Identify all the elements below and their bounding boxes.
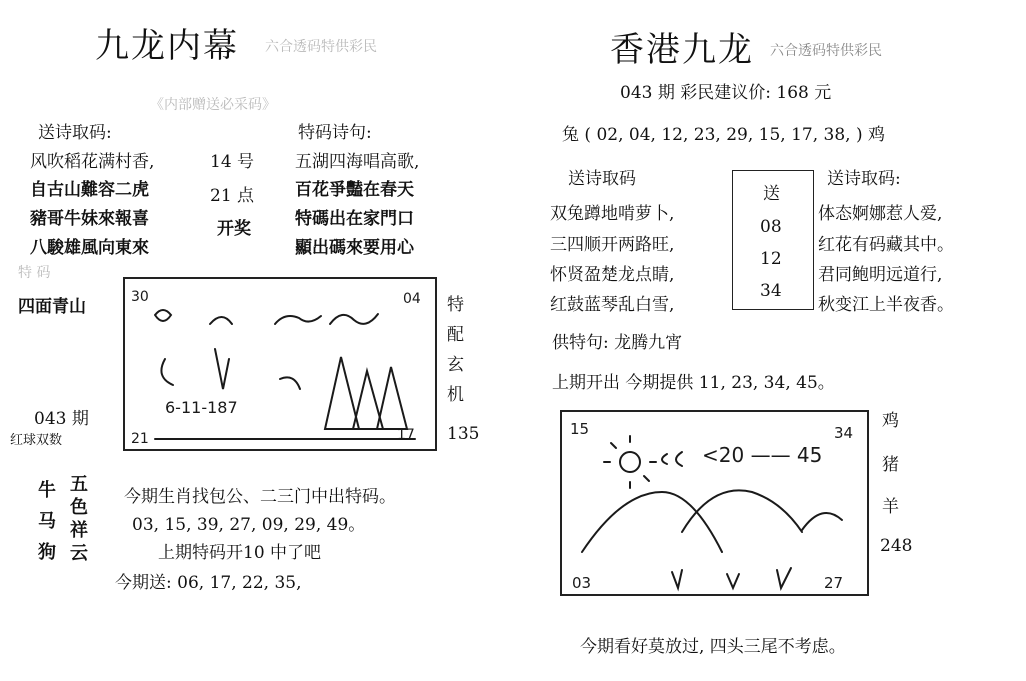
right-title: 香港九龙 — [610, 30, 754, 70]
side-char: 特 — [447, 295, 464, 315]
right-title-note: 六合透码特供彩民 — [770, 43, 882, 59]
five-color-char: 云 — [70, 543, 88, 564]
right-poem-header: 送诗取码 — [568, 169, 636, 189]
send-box-number: 08 — [760, 217, 782, 237]
rabbit-line: 兔 ( 02, 04, 12, 23, 29, 15, 17, 38, ) 鸡 — [562, 125, 885, 145]
sketch-num-top-left: 30 — [131, 289, 149, 305]
side-char: 配 — [447, 325, 464, 345]
left-title-note: 六合透码特供彩民 — [265, 39, 377, 55]
right-sketch-box — [560, 410, 869, 596]
price-line: 043 期 彩民建议价: 168 元 — [620, 83, 832, 103]
hint-line: 今期生肖找包公、二三门中出特码。 — [124, 487, 396, 507]
provide-line: 上期开出 今期提供 11, 23, 34, 45。 — [552, 373, 835, 393]
sketch-mid-text: <20 —— 45 — [702, 443, 823, 467]
right-panel — [520, 0, 1026, 681]
sketch-num-top-right: 04 — [403, 291, 421, 307]
sketch-num-bottom-left: 21 — [131, 431, 149, 447]
left-poem-line: 自古山難容二虎 — [30, 180, 149, 200]
left-sketch-drawing — [125, 279, 435, 449]
issue-note: 红球双数 — [10, 433, 63, 448]
numbers-line: 03, 15, 39, 27, 09, 29, 49。 — [132, 515, 366, 535]
sketch-num-bottom-right: 27 — [824, 574, 844, 592]
left-poem-line: 八駿雄風向東來 — [30, 238, 149, 258]
sketch-num-bottom-left: 03 — [572, 574, 592, 592]
zodiac: 狗 — [38, 542, 56, 563]
left-te-header: 特码诗句: — [298, 123, 372, 143]
side-animal: 羊 — [882, 497, 899, 517]
last-issue-line: 上期特码开10 中了吧 — [158, 543, 322, 563]
send-box-label: 送 — [763, 184, 780, 204]
right-sketch-drawing — [562, 412, 867, 594]
left-verse-line: 百花爭豔在春天 — [295, 180, 414, 200]
five-color-char: 五 — [70, 474, 88, 495]
right-verse-line: 君同鲍明远道行, — [818, 265, 943, 285]
side-number: 135 — [447, 424, 480, 444]
right-verse-line: 秋变江上半夜香。 — [818, 295, 954, 315]
left-poem-line: 豬哥牛妹來報喜 — [30, 209, 149, 229]
left-subtitle: 《内部赠送必采码》 — [150, 97, 276, 113]
left-verse-line: 五湖四海唱高歌, — [295, 152, 420, 172]
left-verse-line: 特碼出在家門口 — [295, 209, 414, 229]
left-sketch-box — [123, 277, 437, 451]
five-color-char: 祥 — [70, 520, 88, 541]
te-code-label: 特 码 — [18, 265, 51, 281]
send-box — [732, 170, 814, 310]
right-verse-line: 体态婀娜惹人爱, — [818, 204, 943, 224]
zodiac: 马 — [38, 511, 56, 532]
four-hills-label: 四面青山 — [18, 297, 86, 317]
draw-time: 21 点 — [210, 186, 255, 206]
left-poem-header: 送诗取码: — [38, 123, 112, 143]
sketch-num-top-right: 34 — [834, 424, 854, 442]
side-animal: 猪 — [882, 455, 899, 475]
side-char: 机 — [447, 385, 464, 405]
side-char: 玄 — [447, 355, 464, 375]
footer-line: 今期看好莫放过, 四头三尾不考虑。 — [580, 637, 846, 657]
issue-label: 043 期 — [34, 409, 89, 429]
right-verse-line: 红花有码藏其中。 — [818, 235, 954, 255]
left-title: 九龙内幕 — [95, 26, 239, 66]
send-box-number: 34 — [760, 281, 782, 301]
te-phrase-line: 供特句: 龙腾九宵 — [552, 333, 683, 353]
draw-label: 开奖 — [217, 219, 251, 239]
sketch-mid-text: 6-11-187 — [165, 398, 238, 417]
zodiac: 牛 — [38, 480, 56, 501]
sketch-num-bottom-right: 17 — [397, 427, 415, 443]
five-color-char: 色 — [70, 497, 88, 518]
right-poem-line: 红鼓蓝琴乱白雪, — [550, 295, 675, 315]
left-panel — [0, 0, 500, 681]
left-verse-line: 顯出碼來要用心 — [295, 238, 414, 258]
send-line: 今期送: 06, 17, 22, 35, — [115, 573, 302, 593]
side-number: 248 — [880, 536, 913, 556]
right-poem-line: 怀贤盈楚龙点睛, — [550, 265, 675, 285]
send-box-number: 12 — [760, 249, 782, 269]
draw-number: 14 号 — [210, 152, 255, 172]
sketch-num-top-left: 15 — [570, 420, 590, 438]
right-poem-header-2: 送诗取码: — [827, 169, 901, 189]
right-poem-line: 双兔蹲地啃萝卜, — [550, 204, 675, 224]
side-animal: 鸡 — [882, 411, 899, 431]
left-poem-line: 风吹稻花满村香, — [30, 152, 155, 172]
right-poem-line: 三四顺开两路旺, — [550, 235, 675, 255]
